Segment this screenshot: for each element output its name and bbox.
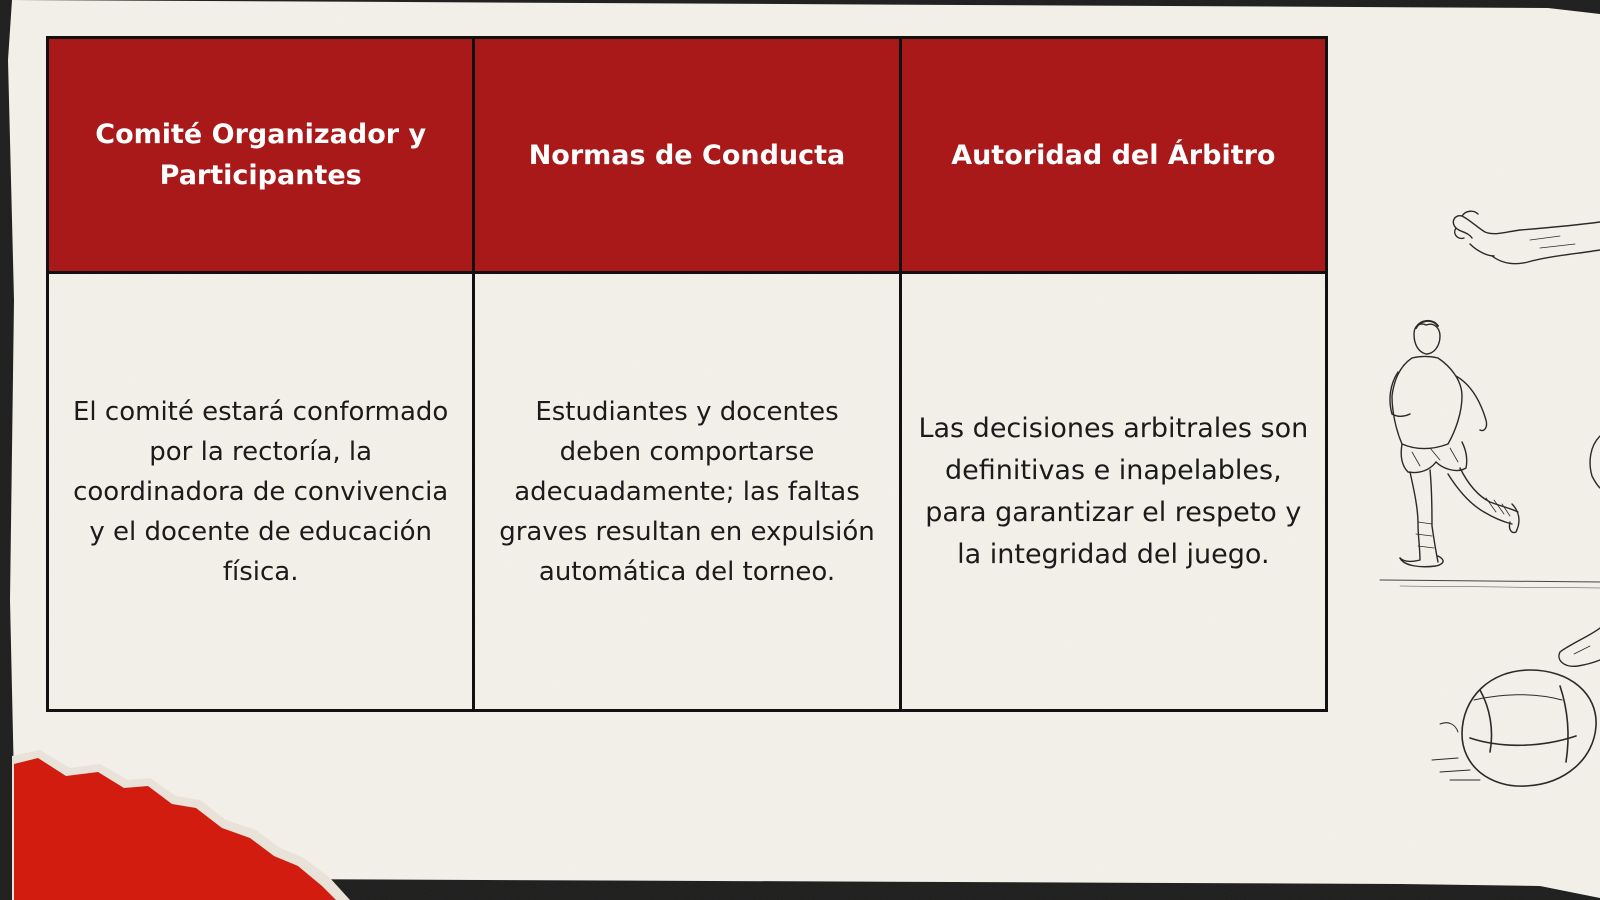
cell-autoridad: Las decisiones arbitrales son definitivas e inapelables, para garantizar el respeto y la integridad del juego. [900,273,1326,711]
cell-normas: Estudiantes y docentes deben comportarse adecuadamente; las faltas graves resultan en expulsión automática del torneo. [474,273,900,711]
header-comite: Comité Organizador y Participantes [48,38,474,273]
header-autoridad: Autoridad del Árbitro [900,38,1326,273]
header-normas: Normas de Conducta [474,38,900,273]
rules-table [46,36,1328,712]
content-row [48,273,1327,711]
cell-comite: El comité estará conformado por la rectoría, la coordinadora de convivencia y el docente de educación física. [48,273,474,711]
header-row [48,38,1327,273]
